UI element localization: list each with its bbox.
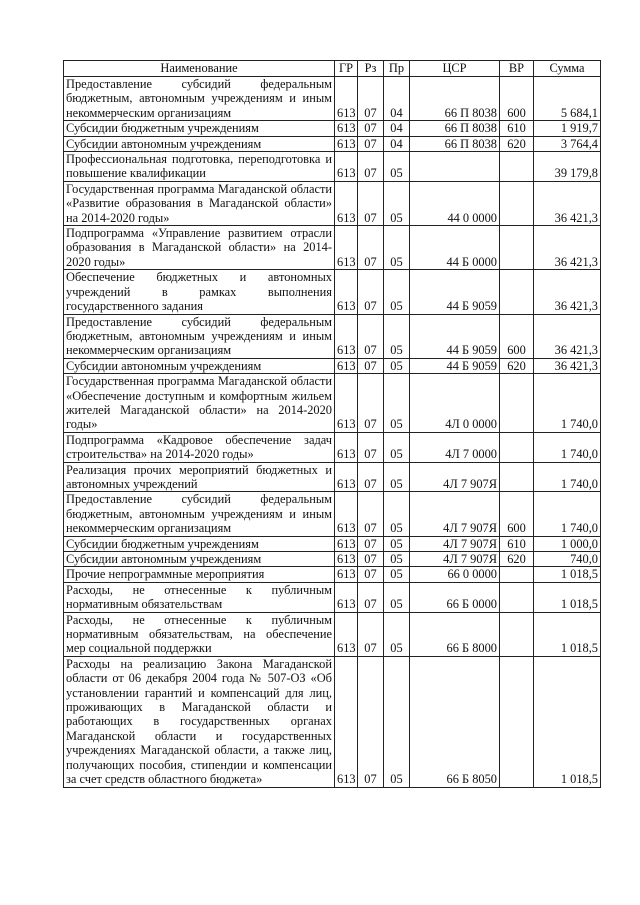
header-sum: Сумма (534, 61, 601, 77)
row-name: Субсидии автономным учреждениям (64, 552, 335, 567)
row-csr: 66 П 8038 (410, 121, 500, 136)
row-vr (500, 432, 534, 462)
row-name: Обеспечение бюджетных и автономных учреждений в рамках выполнения государственного задания (64, 270, 335, 314)
table-row (64, 656, 601, 787)
row-csr: 66 Б 0000 (410, 582, 500, 612)
row-vr (500, 567, 534, 582)
row-sum: 36 421,3 (534, 314, 601, 358)
row-csr: 4Л 7 0000 (410, 432, 500, 462)
row-csr: 44 Б 9059 (410, 314, 500, 358)
header-vr: ВР (500, 61, 534, 77)
row-rz: 07 (358, 314, 384, 358)
row-rz: 07 (358, 152, 384, 182)
row-sum: 5 684,1 (534, 77, 601, 121)
row-sum: 1 740,0 (534, 462, 601, 492)
table-row (64, 181, 601, 225)
row-rz: 07 (358, 552, 384, 567)
row-sum: 36 421,3 (534, 226, 601, 270)
row-name: Предоставление субсидий федеральным бюджетным, автономным учреждениям и иным некоммерческим организациям (64, 492, 335, 536)
row-pr: 05 (384, 656, 410, 787)
row-sum: 39 179,8 (534, 152, 601, 182)
row-csr: 4Л 0 0000 (410, 374, 500, 433)
row-vr (500, 226, 534, 270)
row-sum: 1 740,0 (534, 492, 601, 536)
row-csr: 4Л 7 907Я (410, 492, 500, 536)
row-csr: 4Л 7 907Я (410, 462, 500, 492)
header-rz: Рз (358, 61, 384, 77)
row-csr: 66 П 8038 (410, 77, 500, 121)
row-rz: 07 (358, 226, 384, 270)
row-rz: 07 (358, 121, 384, 136)
row-name: Субсидии бюджетным учреждениям (64, 536, 335, 551)
row-csr: 66 П 8038 (410, 136, 500, 151)
row-gr: 613 (335, 358, 358, 373)
row-name: Подпрограмма «Управление развитием отрасли образования в Магаданской области» на 2014-2020 годы» (64, 226, 335, 270)
row-rz: 07 (358, 270, 384, 314)
row-rz: 07 (358, 136, 384, 151)
row-gr: 613 (335, 552, 358, 567)
row-vr: 600 (500, 314, 534, 358)
header-gr: ГР (335, 61, 358, 77)
row-gr: 613 (335, 226, 358, 270)
row-pr: 05 (384, 492, 410, 536)
row-rz: 07 (358, 612, 384, 656)
row-csr: 44 Б 9059 (410, 358, 500, 373)
budget-table (63, 60, 601, 788)
row-gr: 613 (335, 77, 358, 121)
row-gr: 613 (335, 374, 358, 433)
table-row (64, 152, 601, 182)
table-row (64, 358, 601, 373)
table-row (64, 270, 601, 314)
row-sum: 36 421,3 (534, 181, 601, 225)
row-gr: 613 (335, 270, 358, 314)
row-gr: 613 (335, 121, 358, 136)
row-gr: 613 (335, 432, 358, 462)
row-pr: 05 (384, 226, 410, 270)
table-row (64, 226, 601, 270)
row-gr: 613 (335, 582, 358, 612)
table-header-row (64, 61, 601, 77)
row-gr: 613 (335, 656, 358, 787)
row-pr: 05 (384, 567, 410, 582)
row-rz: 07 (358, 374, 384, 433)
row-sum: 1 018,5 (534, 582, 601, 612)
row-name: Прочие непрограммные мероприятия (64, 567, 335, 582)
header-csr: ЦСР (410, 61, 500, 77)
row-pr: 05 (384, 582, 410, 612)
document-page (63, 60, 600, 788)
row-name: Субсидии автономным учреждениям (64, 136, 335, 151)
row-vr: 600 (500, 77, 534, 121)
header-name: Наименование (64, 61, 335, 77)
row-name: Расходы на реализацию Закона Магаданской области от 06 декабря 2004 года № 507-ОЗ «Об установлении гарантий и компенсаций для лиц, проживающих в Магаданской области и работающих в государственных органах Магаданской области и государственных учреждениях Магаданской области, а также лиц, получающих пособия, стипендии и компенсации за счет средств областного бюджета» (64, 656, 335, 787)
row-vr (500, 462, 534, 492)
row-name: Государственная программа Магаданской области «Развитие образования в Магаданской области» на 2014-2020 годы» (64, 181, 335, 225)
row-csr: 4Л 7 907Я (410, 552, 500, 567)
row-pr: 05 (384, 358, 410, 373)
table-row (64, 552, 601, 567)
row-pr: 05 (384, 552, 410, 567)
row-gr: 613 (335, 136, 358, 151)
row-rz: 07 (358, 432, 384, 462)
row-pr: 05 (384, 462, 410, 492)
row-gr: 613 (335, 152, 358, 182)
row-sum: 3 764,4 (534, 136, 601, 151)
row-gr: 613 (335, 181, 358, 225)
table-row (64, 77, 601, 121)
table-row (64, 374, 601, 433)
row-pr: 04 (384, 121, 410, 136)
row-pr: 05 (384, 536, 410, 551)
row-csr: 66 0 0000 (410, 567, 500, 582)
row-gr: 613 (335, 462, 358, 492)
row-csr: 44 0 0000 (410, 181, 500, 225)
row-sum: 740,0 (534, 552, 601, 567)
row-pr: 05 (384, 314, 410, 358)
table-row (64, 567, 601, 582)
row-sum: 1 740,0 (534, 432, 601, 462)
row-vr: 600 (500, 492, 534, 536)
row-rz: 07 (358, 567, 384, 582)
row-csr: 66 Б 8000 (410, 612, 500, 656)
row-csr: 44 Б 0000 (410, 226, 500, 270)
row-csr: 66 Б 8050 (410, 656, 500, 787)
row-name: Расходы, не отнесенные к публичным нормативным обязательствам (64, 582, 335, 612)
row-name: Профессиональная подготовка, переподготовка и повышение квалификации (64, 152, 335, 182)
row-sum: 1 018,5 (534, 612, 601, 656)
table-row (64, 536, 601, 551)
row-rz: 07 (358, 462, 384, 492)
row-rz: 07 (358, 582, 384, 612)
row-vr (500, 152, 534, 182)
row-sum: 36 421,3 (534, 270, 601, 314)
row-vr (500, 270, 534, 314)
row-vr: 610 (500, 536, 534, 551)
row-name: Подпрограмма «Кадровое обеспечение задач строительства» на 2014-2020 годы» (64, 432, 335, 462)
row-gr: 613 (335, 567, 358, 582)
row-name: Субсидии бюджетным учреждениям (64, 121, 335, 136)
row-rz: 07 (358, 492, 384, 536)
row-rz: 07 (358, 358, 384, 373)
row-vr: 620 (500, 136, 534, 151)
table-row (64, 462, 601, 492)
table-row (64, 612, 601, 656)
table-body (64, 77, 601, 788)
row-vr: 620 (500, 358, 534, 373)
row-sum: 36 421,3 (534, 358, 601, 373)
row-gr: 613 (335, 492, 358, 536)
row-vr (500, 374, 534, 433)
table-row (64, 582, 601, 612)
row-gr: 613 (335, 536, 358, 551)
row-name: Расходы, не отнесенные к публичным нормативным обязательствам, на обеспечение мер социальной поддержки (64, 612, 335, 656)
table-row (64, 121, 601, 136)
row-gr: 613 (335, 314, 358, 358)
row-rz: 07 (358, 536, 384, 551)
row-name: Предоставление субсидий федеральным бюджетным, автономным учреждениям и иным некоммерческим организациям (64, 314, 335, 358)
row-vr (500, 582, 534, 612)
row-sum: 1 018,5 (534, 656, 601, 787)
row-pr: 05 (384, 432, 410, 462)
row-name: Реализация прочих мероприятий бюджетных и автономных учреждений (64, 462, 335, 492)
row-vr (500, 612, 534, 656)
row-name: Предоставление субсидий федеральным бюджетным, автономным учреждениям и иным некоммерческим организациям (64, 77, 335, 121)
row-vr: 620 (500, 552, 534, 567)
row-name: Государственная программа Магаданской области «Обеспечение доступным и комфортным жильем жителей Магаданской области» на 2014-2020 годы» (64, 374, 335, 433)
row-pr: 05 (384, 152, 410, 182)
row-pr: 05 (384, 181, 410, 225)
row-sum: 1 018,5 (534, 567, 601, 582)
row-pr: 05 (384, 270, 410, 314)
row-vr: 610 (500, 121, 534, 136)
row-vr (500, 656, 534, 787)
row-name: Субсидии автономным учреждениям (64, 358, 335, 373)
header-pr: Пр (384, 61, 410, 77)
row-gr: 613 (335, 612, 358, 656)
row-rz: 07 (358, 181, 384, 225)
row-pr: 04 (384, 77, 410, 121)
table-row (64, 432, 601, 462)
row-sum: 1 000,0 (534, 536, 601, 551)
table-row (64, 492, 601, 536)
row-csr: 44 Б 9059 (410, 270, 500, 314)
row-rz: 07 (358, 77, 384, 121)
row-sum: 1 919,7 (534, 121, 601, 136)
row-csr: 4Л 7 907Я (410, 536, 500, 551)
row-pr: 04 (384, 136, 410, 151)
row-vr (500, 181, 534, 225)
row-rz: 07 (358, 656, 384, 787)
row-sum: 1 740,0 (534, 374, 601, 433)
row-pr: 05 (384, 612, 410, 656)
row-pr: 05 (384, 374, 410, 433)
row-csr (410, 152, 500, 182)
table-row (64, 136, 601, 151)
table-row (64, 314, 601, 358)
